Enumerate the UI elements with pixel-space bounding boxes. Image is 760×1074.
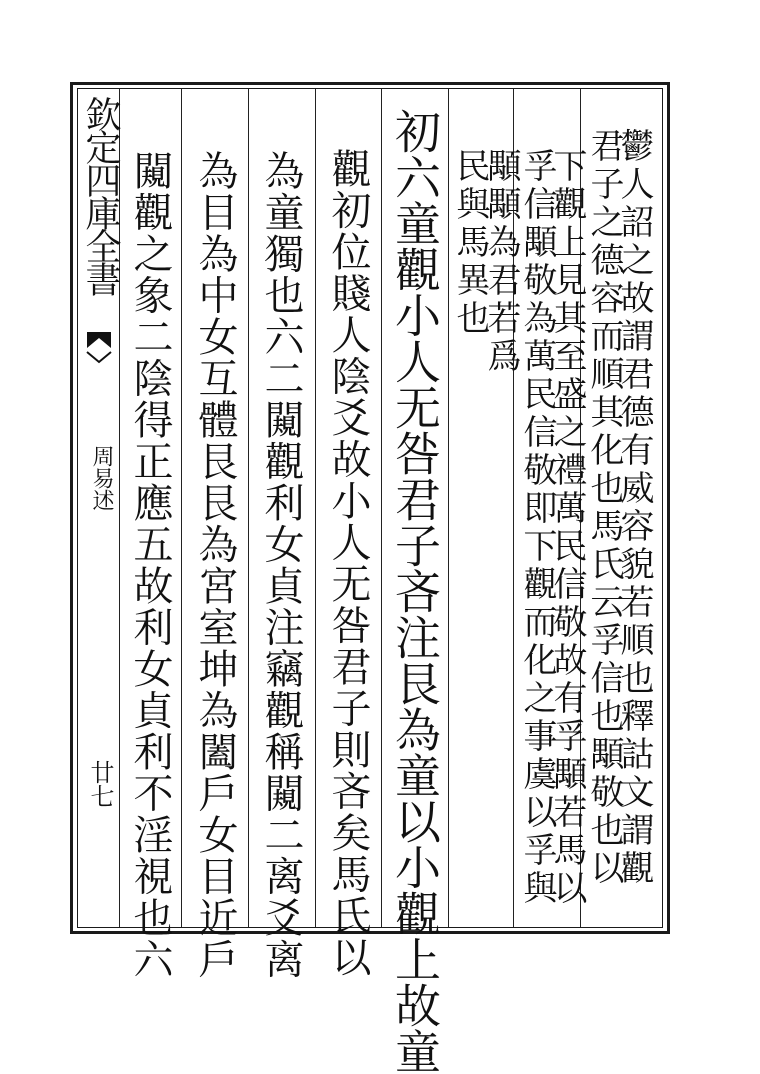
column-rule xyxy=(248,89,249,927)
text-column-heading: 初六童觀小人无咎君子吝注艮為童以小觀上故童 xyxy=(388,108,442,1074)
text-column: 闚觀之象二陰得正應五故利女貞利不淫視也六 xyxy=(127,150,173,980)
column-rule xyxy=(448,89,449,927)
column-rule xyxy=(315,89,316,927)
book-series-title: 欽定四庫全書 xyxy=(80,96,121,294)
text-column: 孚信顒敬為萬民信敬即下觀而化之事虞以孚與 xyxy=(517,148,557,908)
column-rule xyxy=(181,89,182,927)
column-rule xyxy=(381,89,382,927)
text-column: 顒顒為君若爲 xyxy=(481,148,521,376)
page-number: 廿七 xyxy=(86,760,114,808)
text-column: 為目為中女互體艮艮為宮室坤為闔戶女目近戶 xyxy=(192,150,238,980)
text-column: 君子之德容而順其化也馬氏云孚信也顒敬也以 xyxy=(584,128,624,888)
text-column: 民與馬異也 xyxy=(450,148,490,338)
text-column: 觀初位賤人陰爻故小人无咎君子則吝矣馬氏以 xyxy=(325,148,371,978)
text-column: 下觀上見其至盛之禮萬民信敬故有孚顒若馬以 xyxy=(547,148,587,908)
fish-tail-mark-icon xyxy=(86,330,112,370)
book-title: 周易述 xyxy=(89,445,114,511)
text-column: 鬱人詔之故謂君德有威容貌若順也釋詁文謂觀 xyxy=(614,128,654,888)
text-column: 為童獨也六二闚觀利女貞注竊觀稱闚二离爻离 xyxy=(258,150,304,980)
